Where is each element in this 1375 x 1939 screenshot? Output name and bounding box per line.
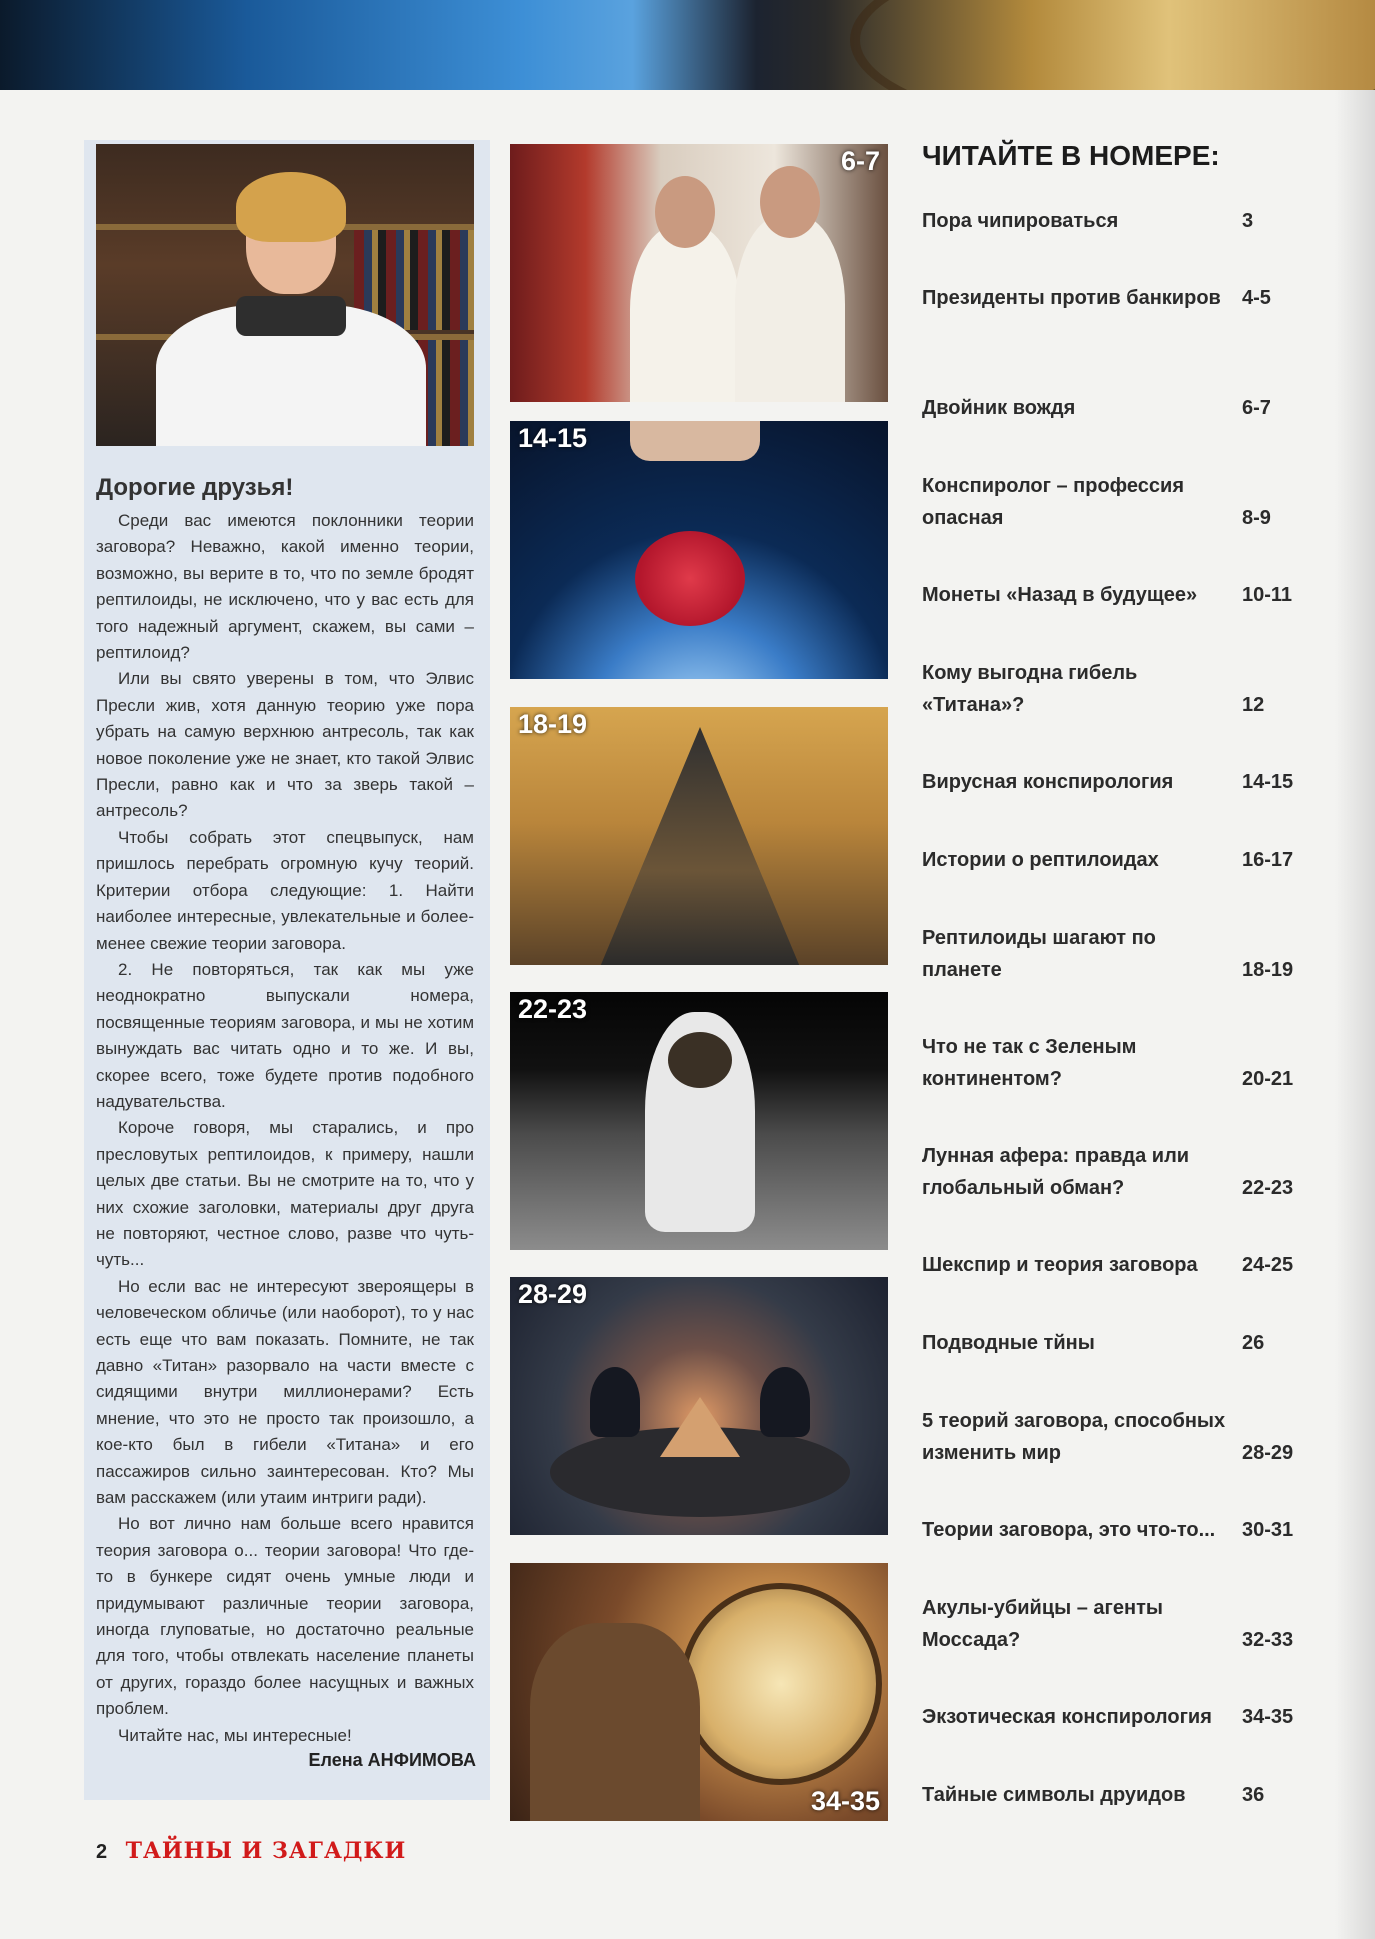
toc-entry[interactable] [922, 282, 1302, 314]
image-page-label: 34-35 [810, 1786, 880, 1816]
toc-entry[interactable] [922, 579, 1302, 611]
toc-entry[interactable] [922, 1249, 1302, 1281]
toc-entry[interactable] [922, 470, 1302, 534]
toc-entry-title: Тайные символы друидов [922, 1784, 1186, 1806]
clock-face [680, 1583, 882, 1785]
editorial-paragraph: Но вот лично нам больше всего нравится теория заговора о... теории заговора! Что где-то в бункере сидят очень умные люди и придумывают различные теории заговора, иногда глуповатые, но достаточно реальные для того, чтобы отвлекать население планеты от других, гораздо более насущных и важных проблем. [96, 1514, 474, 1719]
editor-photo [96, 144, 474, 446]
pharaoh-figure [600, 727, 800, 965]
figure-head [760, 166, 820, 238]
page-footer [96, 1838, 406, 1864]
page-edge-shadow [1335, 90, 1375, 1939]
editorial-paragraph: Среди вас имеются поклонники теории заговора? Неважно, какой именно теории, возможно, вы верите в то, что по земле бродят рептилоиды, не исключено, что у вас есть для того надежный аргумент, скажем, вы сами – рептилоид? [96, 511, 474, 663]
editorial-paragraph: Короче говоря, мы старались, и про пресловутых рептилоидов, к примеру, нашли целых две статьи. Вы не смотрите на то, что у них схожие заголовки, материалы друг друга не повторяют, честное слово, разве что чуть-чуть... [96, 1118, 474, 1270]
article-image-reptiloid[interactable] [510, 707, 888, 965]
toc-entry-pages: 30-31 [1242, 1519, 1294, 1541]
figure-man [735, 214, 845, 402]
figure-head [655, 176, 715, 248]
toc-entry-pages: 16-17 [1242, 849, 1294, 871]
virus-sphere [635, 531, 745, 626]
puppeteer-hand [630, 421, 760, 461]
toc-entry[interactable] [922, 1031, 1302, 1095]
page-number: 2 [96, 1841, 108, 1863]
toc-entry-pages: 8-9 [1242, 507, 1271, 529]
toc-entry-title: Конспиролог – профессия опасная [922, 475, 1184, 529]
toc-entry-pages: 14-15 [1242, 771, 1294, 793]
image-page-label: 22-23 [518, 994, 588, 1024]
toc-entry-pages: 32-33 [1242, 1629, 1294, 1651]
editor-hair [236, 172, 346, 242]
figure-man [630, 224, 740, 402]
toc-entry-title: 5 теорий заговора, способных изменить мир [922, 1410, 1226, 1464]
article-image-council[interactable] [510, 1277, 888, 1535]
toc-entry[interactable] [922, 844, 1302, 876]
toc-entry[interactable] [922, 1327, 1302, 1359]
article-image-double[interactable] [510, 144, 888, 402]
toc-entry-title: Кому выгодна гибель «Титана»? [922, 662, 1138, 716]
toc-entry-title: Монеты «Назад в будущее» [922, 584, 1198, 606]
toc-entry-title: Акулы-убийцы – агенты Моссада? [922, 1597, 1163, 1651]
toc-entry[interactable] [922, 922, 1302, 986]
toc-entry-title: Вирусная конспирология [922, 771, 1174, 793]
toc-entry[interactable] [922, 1701, 1302, 1733]
toc-entry-title: Теории заговора, это что-то... [922, 1519, 1216, 1541]
toc-entry-title: Президенты против банкиров [922, 287, 1221, 309]
toc-entry[interactable] [922, 1140, 1302, 1204]
image-page-label: 18-19 [518, 709, 588, 739]
toc-entry-pages: 26 [1242, 1332, 1265, 1354]
toc-entry-pages: 20-21 [1242, 1068, 1294, 1090]
toc-entry-pages: 24-25 [1242, 1254, 1294, 1276]
toc-entry[interactable] [922, 1514, 1302, 1546]
toc-entry-pages: 28-29 [1242, 1442, 1294, 1464]
toc-entry-title: Рептилоиды шагают по планете [922, 927, 1156, 981]
toc-entry[interactable] [922, 1779, 1302, 1811]
editorial-paragraph: Чтобы собрать этот спецвыпуск, нам пришлось перебрать огромную кучу теорий. Критерии отбора следующие: 1. Найти наиболее интересные, увлекательные и более-менее свежие теории заговора. [96, 827, 474, 953]
editor-collar [236, 296, 346, 336]
image-page-label: 28-29 [518, 1279, 588, 1309]
astronaut-visor [668, 1032, 732, 1088]
toc-entry-title: Пора чипироваться [922, 210, 1119, 232]
editorial-paragraph: 2. Не повторяться, так как мы уже неоднократно выпускали номера, посвященные теориям заговора, и мы не хотим вынуждать вас читать одно и то же. И вы, скорее всего, тоже будете против подобного надувательства. [96, 959, 474, 1111]
toc-entry[interactable] [922, 392, 1302, 424]
editorial-paragraph: Но если вас не интересуют звероящеры в человеческом обличье (или наоборот), то у нас есть еще что вам показать. Помните, не так давно «Титан» разорвало на части вместе с сидящими внутри миллионерами? Есть мнение, что это не просто так произошло, а кое-кто был в гибели «Титана» и его пассажиров сильно заинтересован. Кто? Мы вам расскажем (или утаим интриги ради). [96, 1276, 474, 1508]
toc-entry-pages: 18-19 [1242, 959, 1294, 981]
toc-entry-pages: 34-35 [1242, 1706, 1294, 1728]
toc-entry-pages: 10-11 [1242, 584, 1293, 606]
toc-entry[interactable] [922, 1405, 1302, 1469]
toc-entry-title: Что не так с Зеленым континентом? [922, 1036, 1137, 1090]
article-image-clock[interactable] [510, 1563, 888, 1821]
toc-entry-title: Истории о рептилоидах [922, 849, 1159, 871]
hooded-figure [760, 1367, 810, 1437]
image-page-label: 6-7 [840, 146, 880, 176]
toc-entry-pages: 22-23 [1242, 1177, 1294, 1199]
editorial-paragraph: Читайте нас, мы интересные! [118, 1725, 352, 1745]
toc-entry-title: Лунная афера: правда или глобальный обман? [922, 1145, 1190, 1199]
editor-signature: Елена АНФИМОВА [308, 1750, 476, 1770]
toc-entry[interactable] [922, 657, 1302, 721]
toc-entry-pages: 36 [1242, 1784, 1265, 1806]
toc-title: ЧИТАЙТЕ В НОМЕРЕ: [922, 140, 1220, 171]
magazine-name: ТАЙНЫ И ЗАГАДКИ [125, 1838, 407, 1864]
toc-entry-pages: 6-7 [1242, 397, 1271, 419]
toc-entry-pages: 3 [1242, 210, 1254, 232]
toc-entry-title: Двойник вождя [922, 397, 1076, 419]
editorial-greeting: Дорогие друзья! [96, 474, 294, 501]
figure-man [530, 1623, 700, 1821]
toc-entry[interactable] [922, 205, 1302, 237]
toc-entry-title: Шекспир и теория заговора [922, 1254, 1198, 1276]
toc-entry-pages: 12 [1242, 694, 1265, 716]
image-page-label: 14-15 [518, 423, 588, 453]
editorial-paragraph: Или вы свято уверены в том, что Элвис Пресли жив, хотя данную теорию уже пора убрать на самую верхнюю антресоль, так как новое поколение уже не знает, кто такой Элвис Пресли, равно как и что за зверь такой – антресоль? [96, 669, 474, 821]
toc-entry-title: Подводные тйны [922, 1332, 1095, 1354]
top-banner [0, 0, 1375, 90]
article-image-virus[interactable] [510, 421, 888, 679]
editorial-body [96, 508, 474, 1749]
article-image-moon[interactable] [510, 992, 888, 1250]
hooded-figure [590, 1367, 640, 1437]
toc-entry[interactable] [922, 1592, 1302, 1656]
toc-entry-title: Экзотическая конспирология [922, 1706, 1212, 1728]
toc-entry-pages: 4-5 [1242, 287, 1271, 309]
toc-entry[interactable] [922, 766, 1302, 798]
